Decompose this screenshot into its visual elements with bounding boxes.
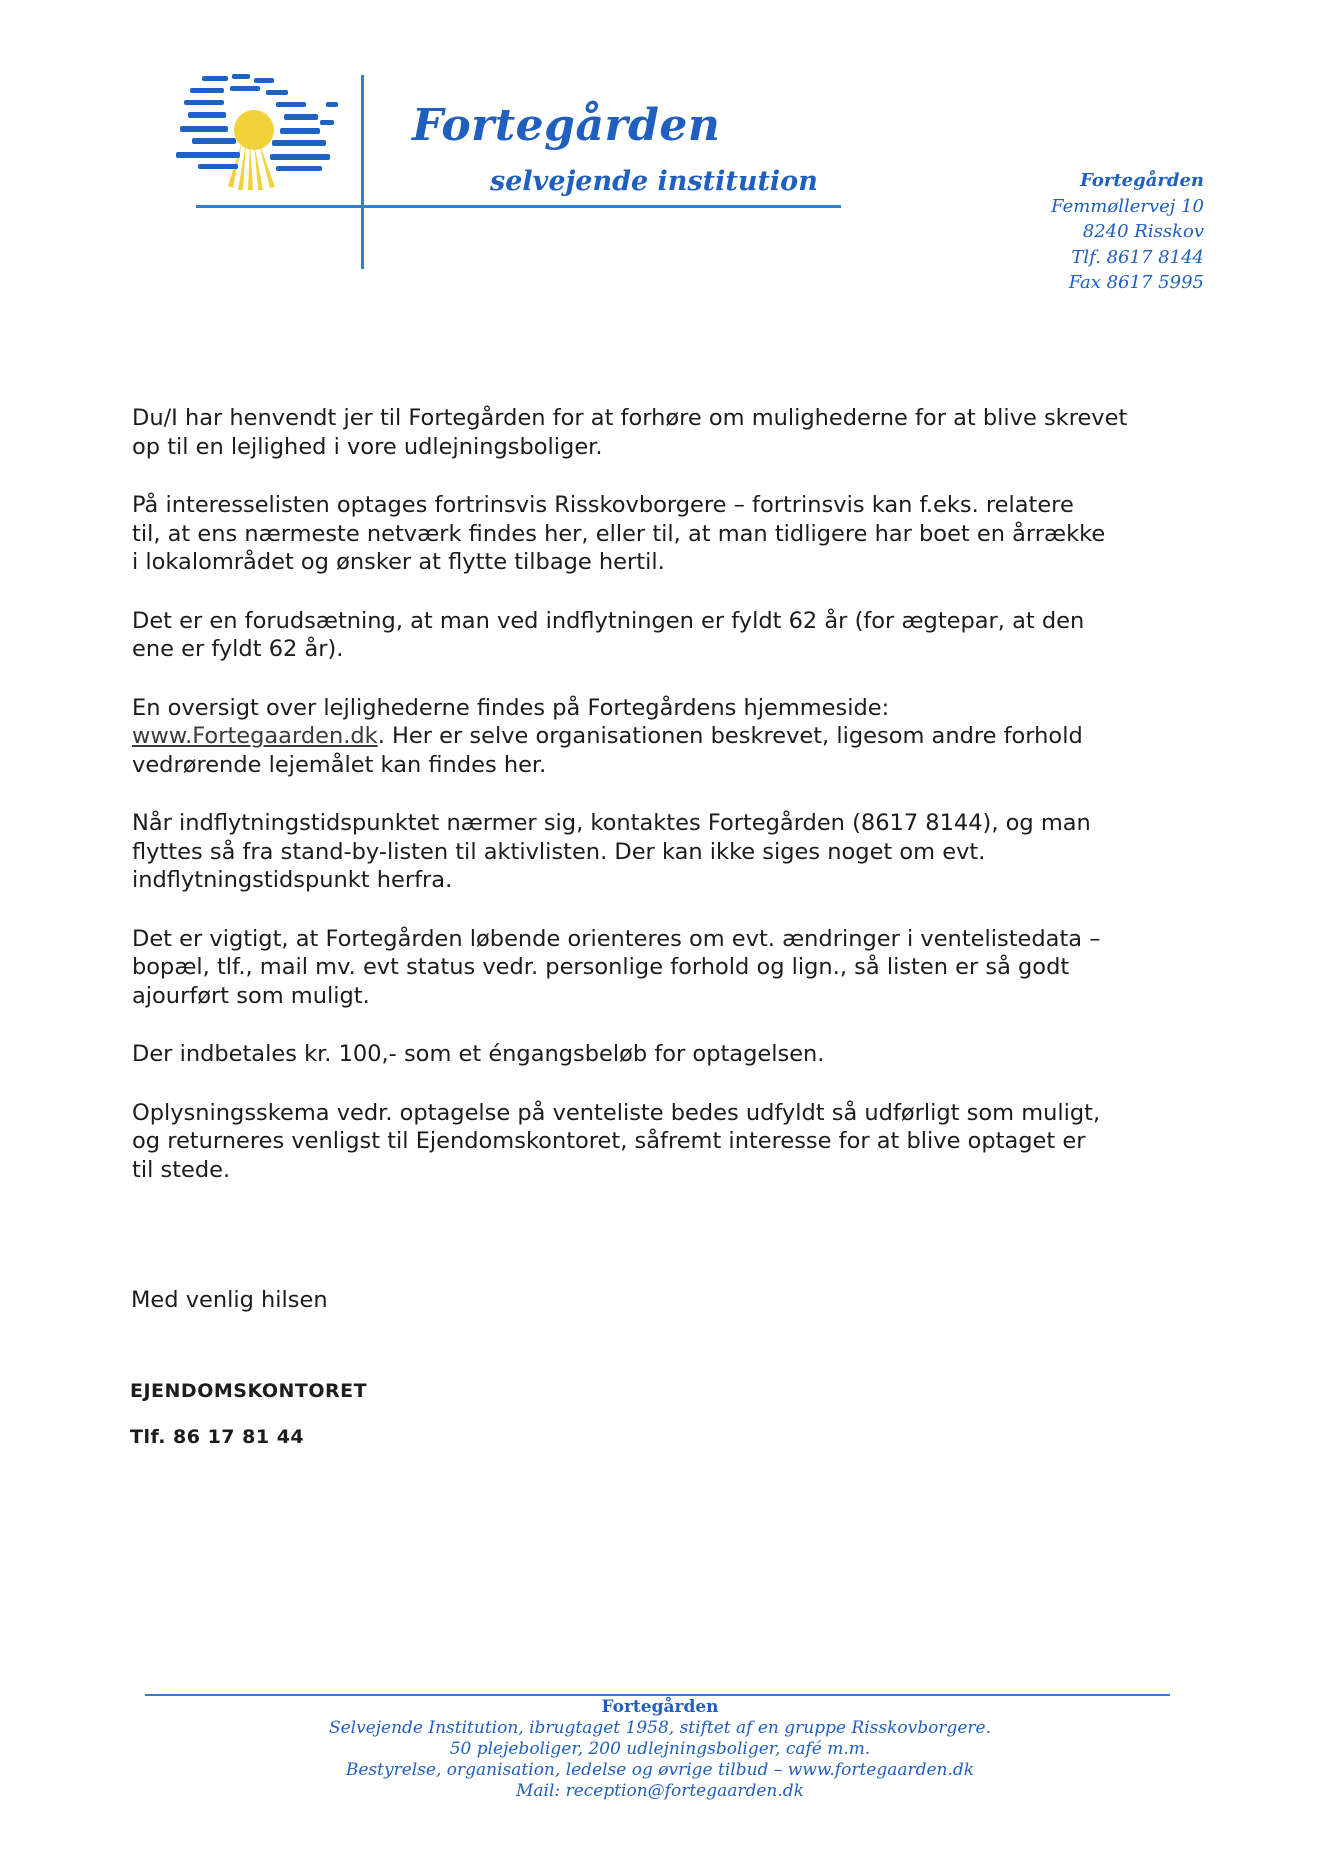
paragraph-interest-list bbox=[132, 491, 1222, 577]
text-line: Det er en forudsætning, at man ved indflytningen er fyldt 62 år (for ægtepar, at den bbox=[132, 607, 1085, 634]
sender-address bbox=[1051, 168, 1204, 296]
text-line: indflytningstidspunkt herfra. bbox=[132, 867, 453, 893]
address-street: Femmøllervej 10 bbox=[1051, 195, 1204, 217]
text-line: vedrørende lejemålet kan findes her. bbox=[132, 751, 547, 778]
paragraph-website bbox=[132, 694, 1222, 780]
text-line: ene er fyldt 62 år). bbox=[132, 636, 344, 662]
address-phone: Tlf. 8617 8144 bbox=[1071, 246, 1204, 268]
address-fax: Fax 8617 5995 bbox=[1068, 272, 1204, 293]
text-line: til stede. bbox=[132, 1156, 231, 1183]
text-line: flyttes så fra stand-by-listen til aktivlisten. Der kan ikke siges noget om evt. bbox=[132, 838, 986, 865]
letter-body bbox=[132, 404, 1222, 1214]
text-line: En oversigt over lejlighederne findes på Fortegårdens hjemmeside: bbox=[132, 694, 890, 721]
text-line: i lokalområdet og ønsker at flytte tilbage hertil. bbox=[132, 549, 665, 575]
address-city: 8240 Risskov bbox=[1082, 221, 1204, 242]
paragraph-move-in bbox=[132, 809, 1222, 895]
logo-sun-water-icon bbox=[176, 72, 346, 192]
text-line: til, at ens nærmeste netværk findes her, eller til, at man tidligere har boet en årrække bbox=[132, 520, 1106, 547]
brand-subtitle: selvejende institution bbox=[490, 166, 818, 197]
text-line: På interesselisten optages fortrinsvis Risskovborgere – fortrinsvis kan f.eks. relatere bbox=[132, 492, 1074, 518]
text-line: Når indflytningstidspunktet nærmer sig, kontaktes Fortegården (8617 8144), og man bbox=[132, 810, 1091, 836]
address-name: Fortegården bbox=[1080, 170, 1204, 191]
text-line: Det er vigtigt, at Fortegården løbende orienteres om evt. ændringer i ventelistedata – bbox=[132, 925, 1101, 952]
text-line: ajourført som muligt. bbox=[132, 982, 370, 1009]
footer-line-3: Bestyrelse, organisation, ledelse og øvrige tilbud – www.fortegaarden.dk bbox=[345, 1760, 975, 1780]
paragraph-form bbox=[132, 1099, 1222, 1185]
footer-line-1: Selvejende Institution, ibrugtaget 1958, stiftet af en gruppe Risskovborgere. bbox=[328, 1718, 992, 1738]
paragraph-updates bbox=[132, 925, 1222, 1011]
paragraph-intro: Du/I har henvendt jer til Fortegården for at forhøre om mulighederne for at blive skrevet op til en lejlighed i vore udlejningsboliger. bbox=[132, 405, 1128, 460]
website-link[interactable]: www.Fortegaarden.dk bbox=[132, 723, 378, 749]
paragraph-age-requirement bbox=[132, 607, 1222, 664]
logo-vertical-rule bbox=[361, 75, 364, 269]
text-line: bopæl, tlf., mail mv. evt status vedr. personlige forhold og lign., så listen er så godt bbox=[132, 954, 1070, 980]
text-line: Oplysningsskema vedr. optagelse på venteliste bedes udfyldt så udførligt som muligt, bbox=[132, 1099, 1101, 1126]
logo-horizontal-rule bbox=[196, 205, 841, 208]
footer-rule bbox=[145, 1694, 1170, 1696]
footer bbox=[210, 1697, 1110, 1802]
footer-line-4: Mail: reception@fortegaarden.dk bbox=[516, 1781, 804, 1801]
closing-greeting: Med venlig hilsen bbox=[131, 1287, 328, 1313]
text-line: og returneres venligst til Ejendomskontoret, såfremt interesse for at blive optaget er bbox=[132, 1128, 1086, 1154]
footer-title: Fortegården bbox=[601, 1697, 719, 1717]
signature-office: EJENDOMSKONTORET bbox=[130, 1380, 368, 1402]
paragraph-fee: Der indbetales kr. 100,- som et éngangsbeløb for optagelsen. bbox=[132, 1041, 825, 1067]
footer-line-2: 50 plejeboliger, 200 udlejningsboliger, café m.m. bbox=[449, 1739, 871, 1759]
brand-title: Fortegården bbox=[412, 100, 721, 151]
text-line: . Her er selve organisationen beskrevet, ligesom andre forhold bbox=[377, 723, 1083, 749]
signature-phone: Tlf. 86 17 81 44 bbox=[130, 1426, 305, 1448]
